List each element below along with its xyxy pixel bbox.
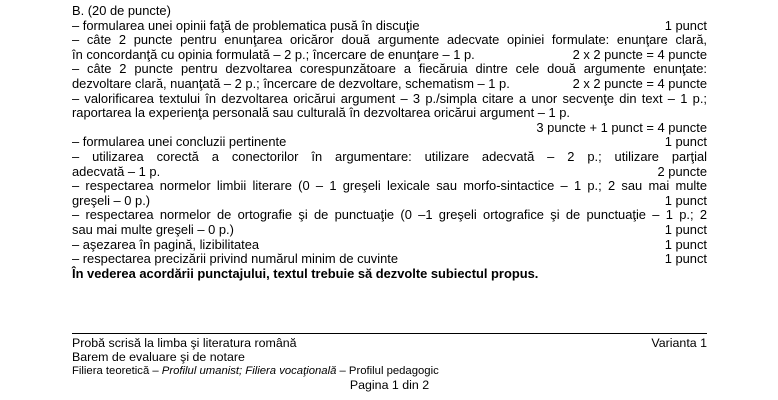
item-line: – câte 2 puncte pentru dezvoltarea corespunzătoare a fiecăruia dintre cele două argumente enunţate: <box>72 61 707 77</box>
item-line: sau mai multe greşeli – 0 p.) 1 punct <box>72 221 707 237</box>
footer <box>72 336 707 392</box>
footer-line-2 <box>72 350 707 364</box>
item-line: – utilizarea corectă a conectorilor în argumentare: utilizare adecvată – 2 p.; utilizare parţial <box>72 148 707 164</box>
item-score: 2 x 2 puncte = 4 puncte <box>572 75 707 91</box>
item-score: 1 punct <box>664 221 707 237</box>
item-score: 1 punct <box>664 251 707 267</box>
item-line: – formularea unei opinii faţă de problematica pusă în discuţie 1 punct <box>72 17 707 33</box>
footer-line-3: Filiera teoretică – Profilul umanist; Filiera vocaţională – Profilul pedagogic <box>72 365 439 377</box>
item-line: adecvată – 1 p. 2 puncte <box>72 163 707 179</box>
item-line: – formularea unei concluzii pertinente 1 punct <box>72 134 707 150</box>
item-score: 2 x 2 puncte = 4 puncte <box>572 46 707 62</box>
item-line: dezvoltare clară, nuanţată – 2 p.; încercare de dezvoltare, schematism – 1 p. 2 x 2 puncte = 4 puncte <box>72 75 707 91</box>
item-line: raportarea la experienţa personală sau culturală în dezvoltarea oricărui argument – 1 p. <box>72 105 571 121</box>
item-line: – aşezarea în pagină, lizibilitatea 1 punct <box>72 236 707 252</box>
footer-divider <box>72 333 707 334</box>
item-line: – câte 2 puncte pentru enunţarea oricăror două argumente adecvate opiniei formulate: enunţare clară, <box>72 32 707 48</box>
item-line: – respectarea normelor de ortografie şi de punctuaţie (0 –1 greşeli ortografice şi de punctuaţie – 1 p.; 2 <box>72 207 707 223</box>
item-score: 1 punct <box>664 134 707 150</box>
item-score: 2 puncte <box>657 163 707 179</box>
section-title: B. (20 de puncte) <box>72 3 171 18</box>
exam-title: Probă scrisă la limba şi literatura română <box>72 336 297 350</box>
item-line: – respectarea precizării privind numărul minim de cuvinte 1 punct <box>72 251 707 267</box>
page-number: Pagina 1 din 2 <box>349 378 430 392</box>
item-score: 1 punct <box>664 236 707 252</box>
footer-line-1 <box>72 336 707 350</box>
bold-note: În vederea acordării punctajului, textul trebuie să dezvolte subiectul propus. <box>72 265 539 281</box>
item-line: greşeli – 0 p.) 1 punct <box>72 192 707 208</box>
grading-body <box>72 4 707 281</box>
item-line: – valorificarea textului în dezvoltarea oricărui argument – 3 p./simpla citare a unor secvenţe din text – 1 p.; <box>72 90 707 106</box>
item-line <box>72 121 707 136</box>
barem-title: Barem de evaluare şi de notare <box>72 350 245 364</box>
item-line: – respectarea normelor limbii literare (0 – 1 greşeli lexicale sau morfo-sintactice – 1 p.; 2 sau mai multe <box>72 178 707 194</box>
item-score: 3 puncte + 1 punct = 4 puncte <box>536 119 707 135</box>
item-line: în concordanţă cu opinia formulată – 2 p.; încercare de enunţare – 1 p. 2 x 2 puncte = 4 puncte <box>72 46 707 62</box>
item-score: 1 punct <box>664 17 707 33</box>
item-score: 1 punct <box>664 192 707 208</box>
variant-label: Varianta 1 <box>651 336 707 350</box>
